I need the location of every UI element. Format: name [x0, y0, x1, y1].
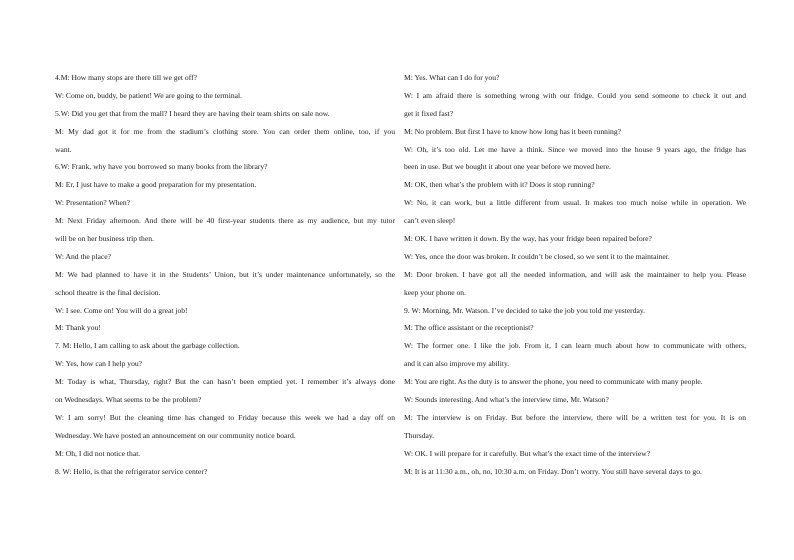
- text-line: W: Come on, buddy, be patient! We are going to the terminal.: [55, 90, 243, 100]
- text-line: W: OK. I will prepare for it carefully. But what’s the exact time of the interview?: [404, 448, 651, 458]
- text-line: W: Sounds interesting. And what’s the interview time, Mr. Watson?: [404, 395, 609, 405]
- text-line: can’t even sleep!: [404, 216, 456, 226]
- text-line: M: Door broken. I have got all the needed information, and will ask the maintainer to help you. Please: [404, 269, 746, 279]
- text-line: 6.W: Frank, why have you borrowed so many books from the library?: [55, 162, 268, 172]
- text-line: M: Today is what, Thursday, right? But the can hasn’t been emptied yet. I remember it’s always done: [55, 377, 395, 387]
- text-line: W: Presentation? When?: [55, 198, 131, 208]
- left-column: [55, 69, 395, 480]
- text-line: and it can also improve my ability.: [404, 359, 510, 369]
- text-line: M: We had planned to have it in the Students’ Union, but it’s under maintenance unfortunately, so the: [55, 269, 395, 279]
- text-line: M: Thank you!: [55, 323, 101, 333]
- text-line: W: I see. Come on! You will do a great job!: [55, 305, 188, 315]
- text-line: get it fixed fast?: [404, 108, 454, 118]
- text-line: W: No, it can work, but a little different from usual. It makes too much noise while in operation. We: [404, 198, 746, 208]
- text-line: M: No problem. But first I have to know how long has it been running?: [404, 126, 622, 136]
- text-line: 5.W: Did you get that from the mall? I heard they are having their team shirts on sale now.: [55, 108, 330, 118]
- text-line: M: OK. I have written it down. By the way, has your fridge been repaired before?: [404, 234, 652, 244]
- text-line: on Wednesdays. What seems to be the problem?: [55, 395, 202, 405]
- text-line: M: Yes. What can I do for you?: [404, 73, 500, 82]
- text-line: M: You are right. As the duty is to answer the phone, you need to communicate with many people.: [404, 377, 703, 387]
- text-line: M: Next Friday afternoon. And there will be 40 first-year students there as my audience, but my tutor: [55, 216, 395, 226]
- text-line: M: OK, then what’s the problem with it? Does it stop running?: [404, 180, 595, 190]
- text-line: M: My dad got it for me from the stadium’s clothing store. You can order them online, too, if you: [55, 126, 395, 136]
- text-line: 9. W: Morning, Mr. Watson. I’ve decided to take the job you told me yesterday.: [404, 305, 646, 315]
- text-line: Thursday.: [404, 430, 435, 440]
- text-line: 7. M: Hello, I am calling to ask about the garbage collection.: [55, 341, 240, 351]
- text-line: W: And the place?: [55, 251, 112, 261]
- text-line: W: Oh, it’s too old. Let me have a think. Since we moved into the house 9 years ago, the fridge has: [404, 144, 746, 154]
- text-line: M: The interview is on Friday. But before the interview, there will be a written test for you. It is on: [404, 412, 746, 422]
- text-line: W: The former one. I like the job. From it, I can learn much about how to communicate with others,: [404, 341, 746, 351]
- text-line: want.: [55, 144, 72, 154]
- right-column: [404, 69, 746, 480]
- text-line: 8. W: Hello, is that the refrigerator service center?: [55, 466, 208, 476]
- text-line: been in use. But we bought it about one year before we moved here.: [404, 162, 611, 172]
- text-line: M: Oh, I did not notice that.: [55, 448, 141, 458]
- text-line: W: I am afraid there is something wrong with our fridge. Could you send someone to check it out and: [404, 90, 746, 100]
- text-line: will be on her business trip then.: [55, 234, 154, 244]
- text-line: W: Yes, once the door was broken. It couldn’t be closed, so we sent it to the maintainer.: [404, 251, 670, 261]
- text-line: W: Yes, how can I help you?: [55, 359, 143, 369]
- text-line: school theatre is the final decision.: [55, 287, 161, 297]
- text-line: M: Er, I just have to make a good preparation for my presentation.: [55, 180, 257, 190]
- text-line: W: I am sorry! But the cleaning time has changed to Friday because this week we had a day off on: [55, 412, 395, 422]
- text-line: M: It is at 11:30 a.m., oh, no, 10:30 a.m. on Friday. Don’t worry. You still have several days to go.: [404, 466, 702, 476]
- text-line: 4.M: How many stops are there till we get off?: [55, 73, 197, 82]
- text-line: keep your phone on.: [404, 287, 466, 297]
- text-line: M: The office assistant or the receptionist?: [404, 323, 534, 333]
- text-line: Wednesday. We have posted an announcement on our community notice board.: [55, 430, 296, 440]
